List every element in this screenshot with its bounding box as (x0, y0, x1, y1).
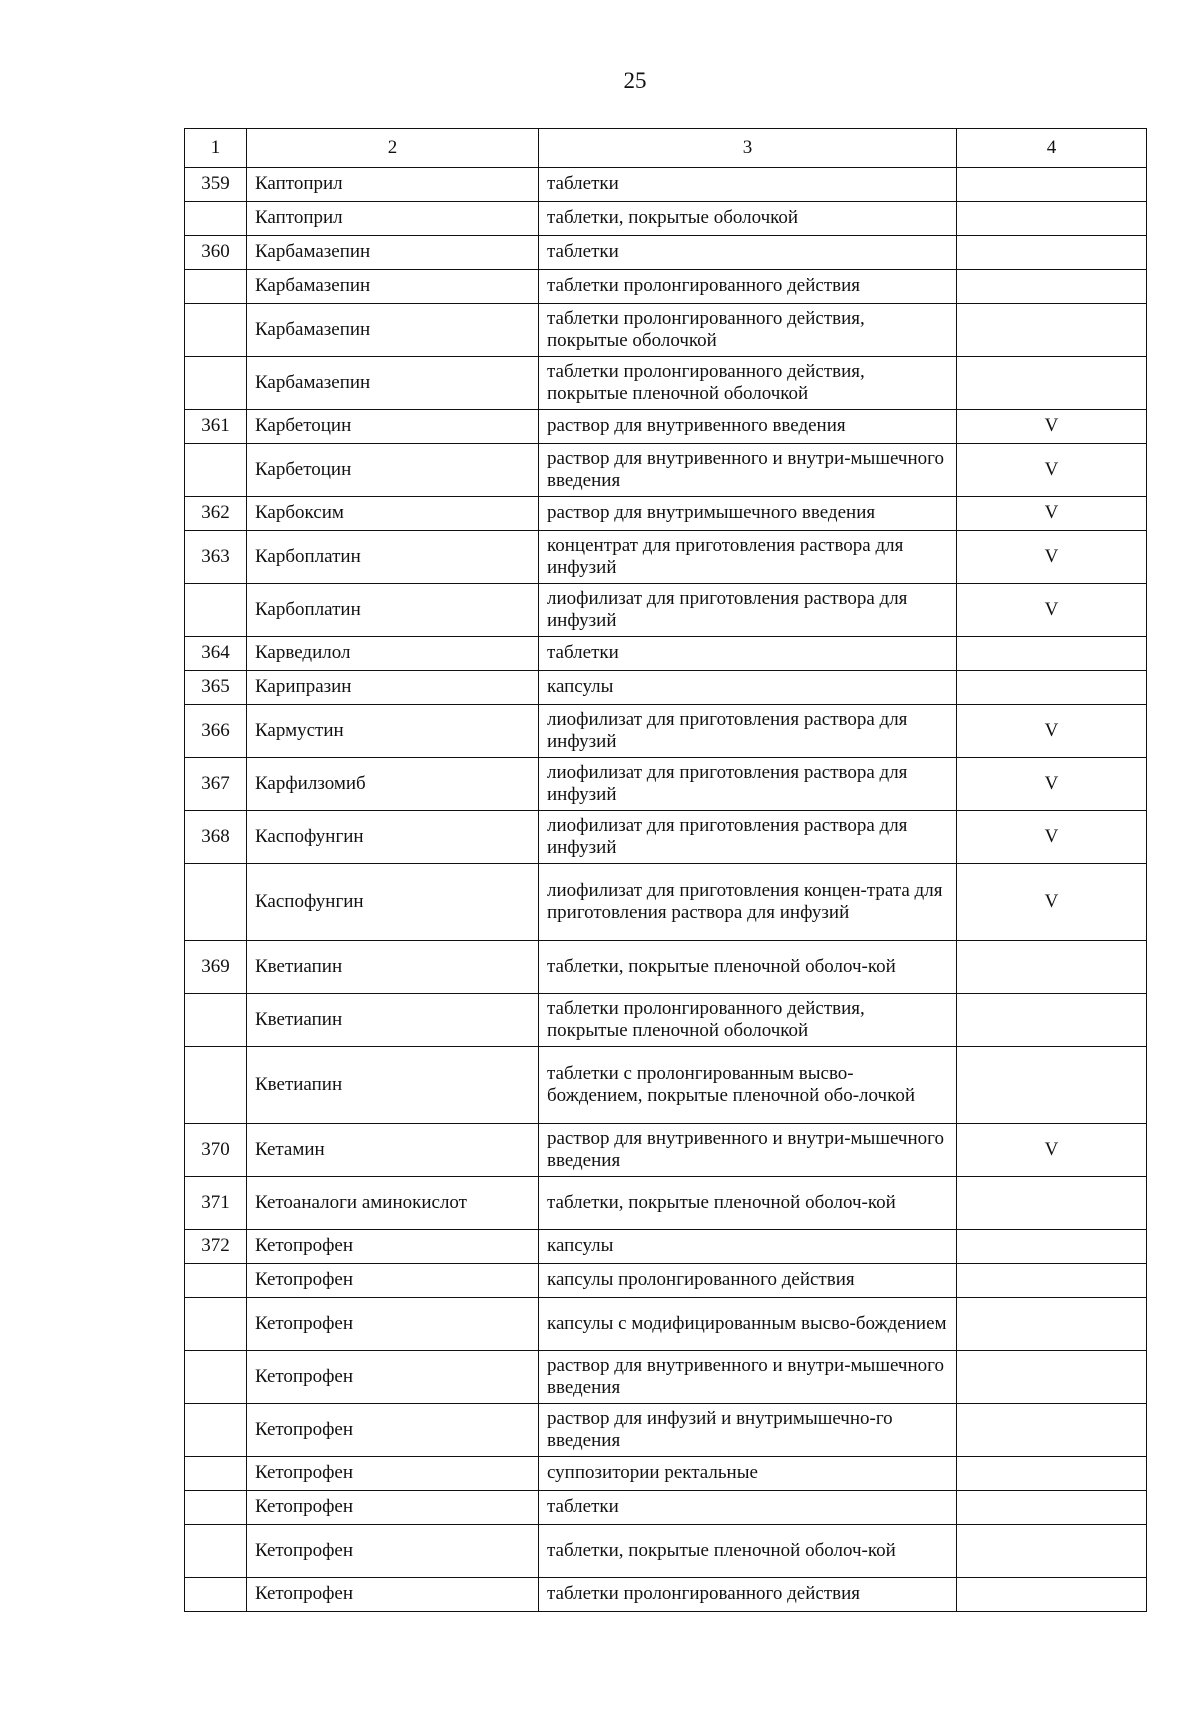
dosage-form-cell: таблетки пролонгированного действия, покрытые оболочкой (539, 304, 957, 357)
table-row (185, 941, 1147, 994)
mark-cell (957, 1404, 1147, 1457)
row-number-cell: 363 (185, 531, 247, 584)
drug-name-cell: Кетопрофен (247, 1264, 539, 1298)
drug-name-cell: Карипразин (247, 671, 539, 705)
row-number-cell: 364 (185, 637, 247, 671)
drug-name-cell: Кветиапин (247, 941, 539, 994)
dosage-form-cell: таблетки (539, 637, 957, 671)
mark-cell: V (957, 864, 1147, 941)
drug-name-cell: Кетоаналоги аминокислот (247, 1177, 539, 1230)
mark-cell (957, 270, 1147, 304)
row-number-cell: 368 (185, 811, 247, 864)
mark-cell (957, 202, 1147, 236)
drug-name-cell: Кетамин (247, 1124, 539, 1177)
table-row (185, 1177, 1147, 1230)
dosage-form-cell: таблетки пролонгированного действия (539, 1578, 957, 1612)
dosage-form-cell: капсулы (539, 671, 957, 705)
row-number-cell (185, 202, 247, 236)
row-number-cell (185, 444, 247, 497)
mark-cell (957, 1351, 1147, 1404)
drug-name-cell: Карбоксим (247, 497, 539, 531)
drug-name-cell: Карбамазепин (247, 236, 539, 270)
dosage-form-cell: лиофилизат для приготовления раствора для инфузий (539, 758, 957, 811)
mark-cell (957, 1491, 1147, 1525)
row-number-cell (185, 304, 247, 357)
table-row (185, 994, 1147, 1047)
row-number-cell (185, 1298, 247, 1351)
dosage-form-cell: лиофилизат для приготовления раствора для инфузий (539, 584, 957, 637)
row-number-cell: 366 (185, 705, 247, 758)
drug-name-cell: Кармустин (247, 705, 539, 758)
drug-name-cell: Карбамазепин (247, 357, 539, 410)
mark-cell (957, 941, 1147, 994)
dosage-form-cell: раствор для внутривенного введения (539, 410, 957, 444)
row-number-cell (185, 1047, 247, 1124)
mark-cell (957, 1264, 1147, 1298)
drug-name-cell: Каспофунгин (247, 864, 539, 941)
dosage-form-cell: раствор для инфузий и внутримышечно-го введения (539, 1404, 957, 1457)
drug-name-cell: Каптоприл (247, 168, 539, 202)
table-row (185, 811, 1147, 864)
dosage-form-cell: таблетки, покрытые пленочной оболоч-кой (539, 1177, 957, 1230)
row-number-cell: 359 (185, 168, 247, 202)
dosage-form-cell: раствор для внутривенного и внутри-мышечного введения (539, 1351, 957, 1404)
dosage-form-cell: концентрат для приготовления раствора для инфузий (539, 531, 957, 584)
row-number-cell: 362 (185, 497, 247, 531)
mark-cell (957, 168, 1147, 202)
row-number-cell: 360 (185, 236, 247, 270)
dosage-form-cell: таблетки (539, 236, 957, 270)
dosage-form-cell: таблетки (539, 1491, 957, 1525)
table-row (185, 864, 1147, 941)
dosage-form-cell: лиофилизат для приготовления раствора для инфузий (539, 705, 957, 758)
row-number-cell: 370 (185, 1124, 247, 1177)
dosage-form-cell: таблетки, покрытые пленочной оболоч-кой (539, 1525, 957, 1578)
mark-cell (957, 1298, 1147, 1351)
table-row (185, 1230, 1147, 1264)
table-header-row (185, 129, 1147, 168)
table-row (185, 202, 1147, 236)
row-number-cell (185, 584, 247, 637)
table-row (185, 410, 1147, 444)
table-row (185, 1457, 1147, 1491)
drug-name-cell: Кетопрофен (247, 1457, 539, 1491)
table-row (185, 1124, 1147, 1177)
dosage-form-cell: раствор для внутривенного и внутри-мышечного введения (539, 1124, 957, 1177)
column-header-name: 2 (247, 129, 539, 168)
dosage-form-cell: таблетки (539, 168, 957, 202)
column-header-mark: 4 (957, 129, 1147, 168)
mark-cell (957, 357, 1147, 410)
mark-cell: V (957, 705, 1147, 758)
table-row (185, 304, 1147, 357)
drug-name-cell: Карбамазепин (247, 270, 539, 304)
table-row (185, 705, 1147, 758)
table-row (185, 584, 1147, 637)
mark-cell (957, 1177, 1147, 1230)
mark-cell (957, 236, 1147, 270)
drug-name-cell: Карфилзомиб (247, 758, 539, 811)
mark-cell: V (957, 531, 1147, 584)
drug-name-cell: Кетопрофен (247, 1404, 539, 1457)
row-number-cell: 365 (185, 671, 247, 705)
table-row (185, 444, 1147, 497)
mark-cell: V (957, 410, 1147, 444)
row-number-cell (185, 1578, 247, 1612)
dosage-form-cell: раствор для внутримышечного введения (539, 497, 957, 531)
row-number-cell (185, 1264, 247, 1298)
mark-cell (957, 637, 1147, 671)
drug-name-cell: Кетопрофен (247, 1525, 539, 1578)
row-number-cell: 369 (185, 941, 247, 994)
table-row (185, 236, 1147, 270)
row-number-cell (185, 270, 247, 304)
dosage-form-cell: лиофилизат для приготовления раствора для инфузий (539, 811, 957, 864)
dosage-form-cell: таблетки с пролонгированным высво-бождением, покрытые пленочной обо-лочкой (539, 1047, 957, 1124)
mark-cell (957, 1230, 1147, 1264)
drug-name-cell: Кветиапин (247, 994, 539, 1047)
mark-cell: V (957, 497, 1147, 531)
drug-name-cell: Кетопрофен (247, 1230, 539, 1264)
dosage-form-cell: лиофилизат для приготовления концен-трата для приготовления раствора для инфузий (539, 864, 957, 941)
mark-cell: V (957, 758, 1147, 811)
table-row (185, 1264, 1147, 1298)
column-header-form: 3 (539, 129, 957, 168)
mark-cell: V (957, 584, 1147, 637)
dosage-form-cell: раствор для внутривенного и внутри-мышечного введения (539, 444, 957, 497)
table-row (185, 758, 1147, 811)
mark-cell (957, 1525, 1147, 1578)
row-number-cell (185, 1457, 247, 1491)
table-row (185, 1298, 1147, 1351)
mark-cell (957, 671, 1147, 705)
table-row (185, 637, 1147, 671)
mark-cell (957, 1047, 1147, 1124)
row-number-cell: 367 (185, 758, 247, 811)
drug-name-cell: Кетопрофен (247, 1578, 539, 1612)
dosage-form-cell: суппозитории ректальные (539, 1457, 957, 1491)
drug-name-cell: Кетопрофен (247, 1491, 539, 1525)
dosage-form-cell: таблетки пролонгированного действия, покрытые пленочной оболочкой (539, 357, 957, 410)
table-row (185, 497, 1147, 531)
medication-table (184, 128, 1147, 1612)
row-number-cell (185, 994, 247, 1047)
drug-name-cell: Карведилол (247, 637, 539, 671)
table-row (185, 357, 1147, 410)
drug-name-cell: Карбоплатин (247, 584, 539, 637)
dosage-form-cell: таблетки, покрытые оболочкой (539, 202, 957, 236)
table-row (185, 1491, 1147, 1525)
dosage-form-cell: капсулы с модифицированным высво-бождением (539, 1298, 957, 1351)
column-header-number: 1 (185, 129, 247, 168)
drug-name-cell: Кетопрофен (247, 1298, 539, 1351)
drug-name-cell: Кветиапин (247, 1047, 539, 1124)
drug-name-cell: Карбетоцин (247, 410, 539, 444)
row-number-cell (185, 357, 247, 410)
mark-cell (957, 1457, 1147, 1491)
dosage-form-cell: капсулы (539, 1230, 957, 1264)
drug-name-cell: Каспофунгин (247, 811, 539, 864)
mark-cell (957, 304, 1147, 357)
table-body (185, 168, 1147, 1612)
page-number: 25 (623, 68, 647, 93)
drug-name-cell: Каптоприл (247, 202, 539, 236)
row-number-cell (185, 1525, 247, 1578)
dosage-form-cell: капсулы пролонгированного действия (539, 1264, 957, 1298)
table-row (185, 671, 1147, 705)
table-row (185, 1351, 1147, 1404)
table-row (185, 1047, 1147, 1124)
table-row (185, 1578, 1147, 1612)
dosage-form-cell: таблетки пролонгированного действия, покрытые пленочной оболочкой (539, 994, 957, 1047)
table-row (185, 1525, 1147, 1578)
table-row (185, 531, 1147, 584)
row-number-cell: 372 (185, 1230, 247, 1264)
drug-name-cell: Карбоплатин (247, 531, 539, 584)
row-number-cell (185, 1491, 247, 1525)
row-number-cell (185, 864, 247, 941)
mark-cell: V (957, 444, 1147, 497)
row-number-cell: 371 (185, 1177, 247, 1230)
dosage-form-cell: таблетки, покрытые пленочной оболоч-кой (539, 941, 957, 994)
drug-name-cell: Кетопрофен (247, 1351, 539, 1404)
mark-cell (957, 1578, 1147, 1612)
row-number-cell (185, 1404, 247, 1457)
table-row (185, 270, 1147, 304)
row-number-cell: 361 (185, 410, 247, 444)
row-number-cell (185, 1351, 247, 1404)
table-row (185, 168, 1147, 202)
mark-cell (957, 994, 1147, 1047)
mark-cell: V (957, 1124, 1147, 1177)
mark-cell: V (957, 811, 1147, 864)
table-row (185, 1404, 1147, 1457)
drug-name-cell: Карбетоцин (247, 444, 539, 497)
dosage-form-cell: таблетки пролонгированного действия (539, 270, 957, 304)
drug-name-cell: Карбамазепин (247, 304, 539, 357)
